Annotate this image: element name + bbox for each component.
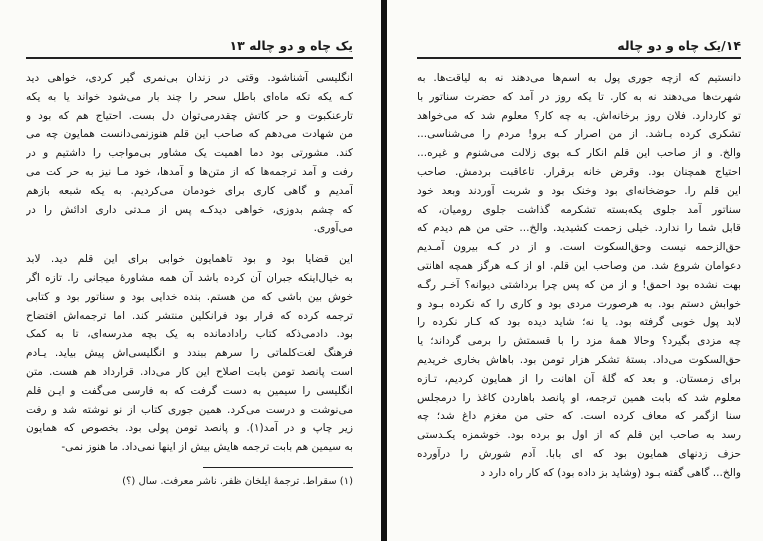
- text-line: والخ... گاهی گفته بـود (وشاید بز داده بود) که کار راه دارد د: [480, 466, 741, 479]
- paragraph-gap: [26, 238, 353, 250]
- text-line: لابد پول خوبی گرفته بود. یا نه؛ شاید دیده بود که کـار نکرده را: [417, 316, 741, 329]
- left-paragraph-1: [26, 69, 353, 238]
- footnote-rule: [203, 467, 353, 468]
- text-line: کند. مشورتی بود دما اهمیت یک مشاور بی‌مواجب را داشتیم و در: [26, 147, 353, 160]
- text-line: والخ. و از صاحب این قلم انکار کـه بوی زلالت می‌شنوم و غیره...: [417, 147, 741, 160]
- left-header-rule: [26, 57, 353, 59]
- text-line: تارعنکبوت و حر کاتش چقدرمی‌توان دل بست. احتیاج هم که بود و: [26, 109, 353, 122]
- text-line: بهت نشده بود احمق! و از من که پس چرا برداشتی دیوانه؟ آخـر رگـه: [417, 278, 741, 291]
- text-line: تشکری کرده بـاشد. از من اصرار کـه برو! مردم را می‌شناسی...: [417, 128, 741, 141]
- text-line: حزف زدنهای همایون بود که ای بابا. آدم شورش را درآورده: [417, 447, 741, 460]
- text-line: است پانصد تومن بابت اصلاح این کار می‌داد. قرارداد هم هست. متن: [26, 365, 353, 378]
- text-line: این قلم را. حوضخانه‌ای بود وخنک بود و شربت آوردند وبعد خود: [417, 184, 741, 197]
- text-line: سناتور آمد جلوی یکه‌بسته تشکرمه گذاشت جلوی رومیان، که: [417, 203, 741, 216]
- text-line: حق‌الزحمه نیست وحق‌السکوت است. و از در کـه بیرون آمـدیم: [417, 241, 741, 254]
- text-line: خوابش دستم بود. به هرصورت مردی بود و کاری را که نکرده بـود و: [417, 297, 741, 310]
- text-line: می‌آوری.: [313, 222, 353, 235]
- text-line: به خیال‌اینکه جبران آن کرده باشد آن همه مشاورهٔ میجانی را. تازه اگر: [26, 271, 353, 284]
- text-line: فرهنگ لغت‌کلماتی را سرهم ببندد و انگلیسی‌اش پیش بیاید. یـادم: [26, 347, 353, 360]
- text-line: برای زمستان. و بعد که گلهٔ آن اهانت را از همایون کردیم، تـازه: [417, 372, 741, 385]
- text-line: سنا ازگمر که معاف کرده است. که حتی من مغزم داغ شد؛ چه: [417, 410, 741, 423]
- text-line: کـه یکه تکه ماه‌ای باطل سحر را چند بار می‌شود خواند یا به یکه: [26, 90, 353, 103]
- text-line: به سیمین هم بابت ترجمه هایش بیش از اینها نمی‌داد. ما هنوز نمی-: [61, 441, 353, 454]
- running-title-text: یک چاه و دو چاله: [617, 38, 722, 53]
- text-line: ترجمه کرده که قرار بود فرانکلین منتشر کند. اما ترجمه‌اش افتضاح: [26, 309, 353, 322]
- text-line: بود. دادمی‌ذکه کتاب رادادمانده به یک بچه مدرسه‌ای، تا به کمک: [26, 328, 353, 341]
- text-line: که چشم بدوزی، خواهی دیدکـه پس از مـدتی داری ادائش را در: [26, 203, 353, 216]
- left-page: [0, 0, 381, 541]
- right-header-rule: [417, 57, 741, 59]
- text-line: قابل شما را ندارد. خیلی زحمت کشیدید. والخ... حتی من هم دیدم که: [417, 222, 741, 235]
- text-line: این قضایا بود و بود تاهمایون خوابی برای این قلم دید. لابد: [26, 253, 353, 266]
- text-line: انگلیسی آشناشود. وقتی در زندان بی‌نمری گیر کردی، خواهی دید: [26, 72, 353, 84]
- text-line: رفت و آمد ترجمه‌ها که از متن‌ها و آمدها، خود مـا نیز به حر کت می: [26, 165, 353, 178]
- footnote: (۱) سقراط. ترجمهٔ ایلخان ظفر. ناشر معرفت. سال (؟): [122, 475, 353, 487]
- right-page: [387, 0, 763, 541]
- text-line: حق‌السکوت می‌داد. بستهٔ تشکر هزار تومن بود. باهاش بخاری خریدیم: [417, 353, 741, 366]
- text-line: رسد به صاحب این قلم که از اول بو برده بود. خوشمزه یکـدستی: [417, 429, 741, 442]
- right-paragraph: [417, 69, 741, 483]
- text-line: آمدیم و گاهی کاری برای خودمان می‌کردیم. به یکه شبعه بازهم: [26, 184, 353, 197]
- page-number: ۱۴/: [721, 38, 741, 53]
- left-paragraph-2: [26, 250, 353, 457]
- left-page-header: [26, 38, 353, 53]
- text-line: خوش بین باشی که من هستم. بنده خدایی بود و سناتور بود و کتابی: [26, 290, 353, 303]
- text-line: دانستیم که ازچه جوری پول به اسم‌ها می‌دهند نه به لیاقت‌ها. به: [417, 72, 741, 84]
- text-line: می‌نوشت و درست می‌کرد. همین جوری کتاب از نو نوشته شد و رفت: [26, 403, 353, 416]
- text-line: احتیاج همچنان بود. وقرض خانه برقرار. تاعاقبت بردمش. صاحب: [417, 165, 741, 178]
- text-line: زیر چاپ و در آمد(۱). و پانصد تومن پولی بود. بخصوص که همایون: [26, 422, 353, 435]
- text-line: چه مزدی بگیرد؟ وحالا همهٔ مزد را با قسمتش را برمی گرداند؛ یا: [417, 335, 741, 348]
- text-line: معلوم شد که بابت همین ترجمه، او پانصد باهاردن کاغذ را درمجلس: [417, 391, 741, 404]
- text-line: شهرت‌ها می‌دهند نه به کار. تا یکه روز در آمد که حضرت سناتور با: [417, 90, 741, 103]
- text-line: من شهادت می‌دهم که صاحب این قلم هنوزنمی‌دانست همایون چه می: [26, 128, 353, 141]
- text-line: تو کاردارد. فلان روز برخانه‌اش. به چه کار؟ معلوم شد که می‌خواهد: [417, 109, 741, 122]
- right-page-header: [417, 38, 741, 53]
- right-running-title: [617, 38, 741, 53]
- text-line: انگلیسی را سیمین به دست گرفت که به فارسی می‌گفت و ایـن قلم: [26, 384, 353, 397]
- left-running-title: یک چاه و دو چاله ۱۳: [229, 38, 353, 53]
- text-line: دعوامان شروع شد. من وصاحب این قلم. او از کـه هرگز همچه اهانتی: [417, 259, 741, 272]
